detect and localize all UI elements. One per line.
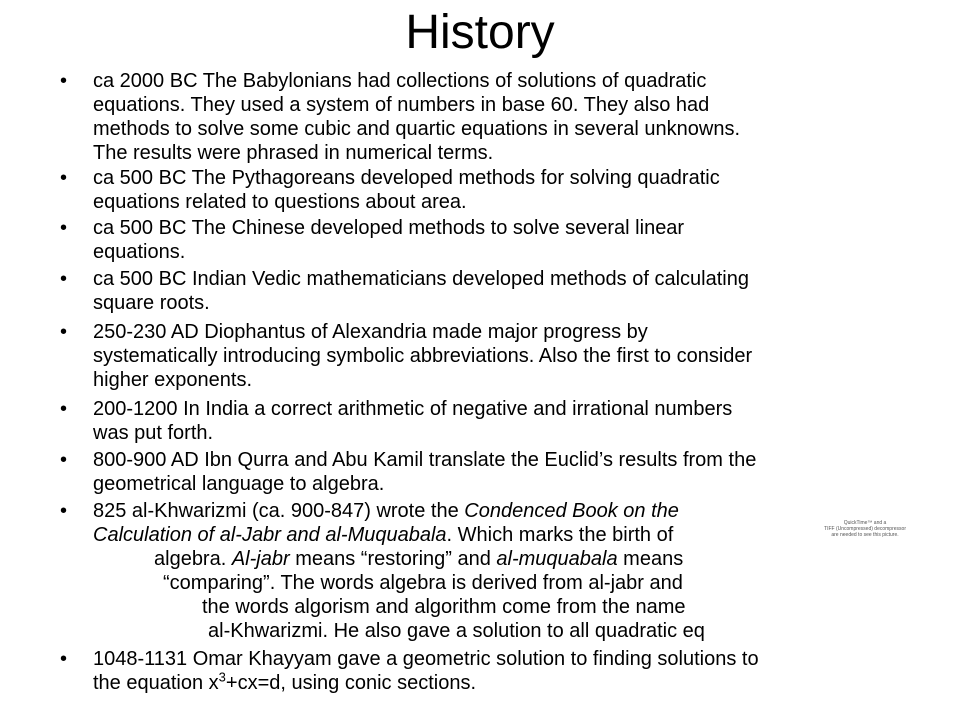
bullet-line: al-Khwarizmi. He also gave a solution to all quadratic eq [208,620,705,642]
bullet-text [93,166,900,214]
text-run: . Which marks the birth of [446,524,674,546]
bullet-line: higher exponents. [93,369,253,391]
exponent: 3 [218,669,226,685]
text-run: means [617,548,684,570]
bullet-line: ca 2000 BC The Babylonians had collections of solutions of quadratic [93,70,707,92]
bullet-line: equations related to questions about area. [93,191,467,213]
bullet-item [60,69,900,165]
slide-title: History [405,6,555,59]
bullet-line [93,523,808,547]
bullet-text [93,397,900,445]
bullet-text [93,320,900,392]
bullet-line: 1048-1131 Omar Khayyam gave a geometric solution to finding solutions to [93,648,759,670]
bullet-line: equations. They used a system of numbers in base 60. They also had [93,94,710,116]
bullet-text [93,448,900,496]
text-run: the equation x [93,672,219,694]
bullet-line: 800-900 AD Ibn Qurra and Abu Kamil translate the Euclid’s results from the [93,449,757,471]
bullet-item [60,166,900,214]
missing-picture-placeholder [805,520,925,640]
bullet-line: systematically introducing symbolic abbreviations. Also the first to consider [93,345,753,367]
bullet-icon: • [60,268,68,290]
text-run: +cx=d, using conic sections. [225,672,477,694]
bullet-item [60,216,900,264]
placeholder-text: are needed to see this picture. [831,532,899,538]
bullet-line [93,499,808,523]
bullet-text [93,216,900,264]
bullet-item [60,499,900,643]
bullet-text [93,647,900,695]
placeholder-text: TIFF (Uncompressed) decompressor [824,526,906,532]
bullet-item [60,397,900,445]
book-title: Condenced Book on the [464,500,679,522]
bullet-line: was put forth. [93,422,214,444]
bullet-icon: • [60,167,68,189]
bullet-line: “comparing”. The words algebra is derived from al-jabr and [163,572,683,594]
bullet-line: 250-230 AD Diophantus of Alexandria made major progress by [93,321,648,343]
bullet-line: ca 500 BC Indian Vedic mathematicians developed methods of calculating [93,268,749,290]
term: Al-jabr [231,548,290,570]
bullet-line: ca 500 BC The Chinese developed methods to solve several linear [93,217,685,239]
bullet-text [93,267,900,315]
bullet-line [93,547,808,571]
bullet-icon: • [60,70,68,92]
term: al-muquabala [496,548,618,570]
bullet-line: square roots. [93,292,210,314]
bullet-line [93,671,900,695]
bullet-icon: • [60,321,68,343]
bullet-icon: • [60,449,68,471]
bullet-line: methods to solve some cubic and quartic equations in several unknowns. [93,118,741,140]
text-run: 825 al-Khwarizmi (ca. 900-847) wrote the [93,500,465,522]
bullet-line: the words algorism and algorithm come from the name [202,596,686,618]
bullet-icon: • [60,398,68,420]
bullet-text [93,69,900,165]
bullet-line: ca 500 BC The Pythagoreans developed methods for solving quadratic [93,167,720,189]
bullet-item [60,448,900,496]
bullet-item [60,320,900,392]
bullet-icon: • [60,500,68,522]
bullet-line: The results were phrased in numerical terms. [93,142,494,164]
text-run: means “restoring” and [289,548,497,570]
bullet-text [93,499,808,643]
bullet-icon: • [60,648,68,670]
bullet-item [60,267,900,315]
bullet-line: 200-1200 In India a correct arithmetic of negative and irrational numbers [93,398,733,420]
bullet-icon: • [60,217,68,239]
placeholder-text: QuickTime™ and a [843,520,887,526]
bullet-item [60,647,900,695]
bullet-line: equations. [93,241,186,263]
bullet-line: geometrical language to algebra. [93,473,385,495]
text-run: algebra. [154,548,232,570]
book-title: Calculation of al-Jabr and al-Muquabala [93,524,447,546]
